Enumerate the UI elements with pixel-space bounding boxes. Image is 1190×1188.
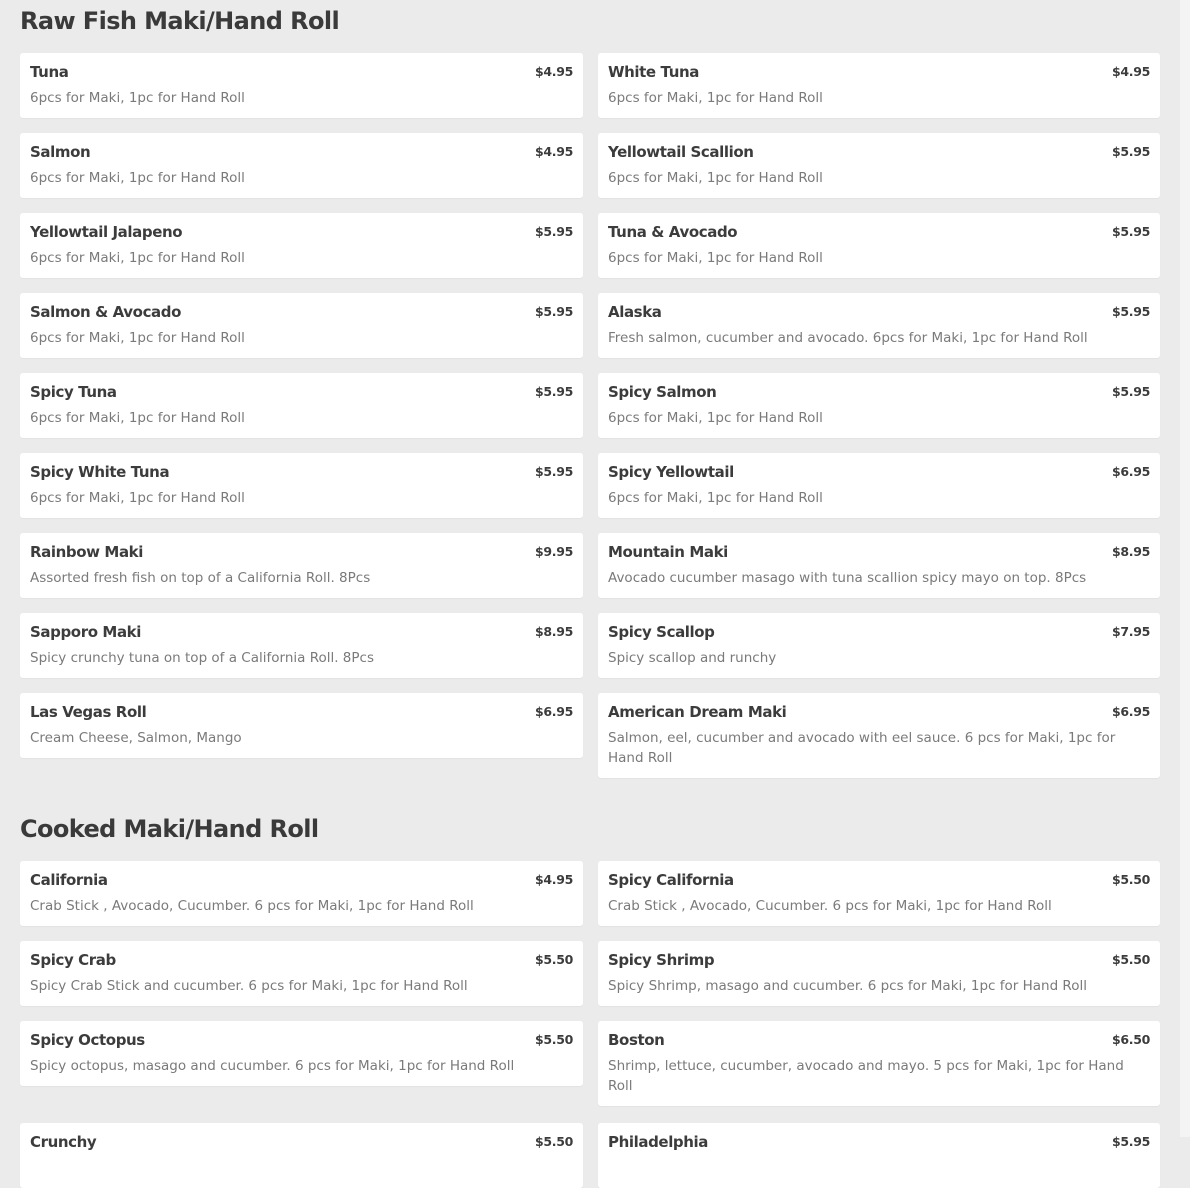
menu-item-card[interactable] [20,613,583,678]
menu-item-card[interactable] [20,213,583,278]
menu-item-name: Spicy Crab [30,951,116,969]
menu-item-card[interactable] [598,613,1160,678]
menu-item-price: $6.95 [1111,464,1150,479]
menu-item-card[interactable] [598,373,1160,438]
menu-item-description: 6pcs for Maki, 1pc for Hand Roll [608,410,823,426]
menu-item-card[interactable] [598,1123,1160,1188]
scrollbar-track[interactable] [1180,0,1190,1137]
menu-item-description: Spicy Shrimp, masago and cucumber. 6 pcs for Maki, 1pc for Hand Roll [608,978,1087,994]
menu-item-card[interactable] [598,941,1160,1006]
menu-item-price: $4.95 [534,144,573,159]
menu-item-card[interactable] [598,533,1160,598]
menu-item-price: $8.95 [1111,544,1150,559]
menu-item-price: $7.95 [1111,624,1150,639]
menu-item-card[interactable] [20,453,583,518]
menu-item-name: Spicy White Tuna [30,463,170,481]
menu-item-card[interactable] [20,941,583,1006]
menu-item-card[interactable] [20,133,583,198]
menu-item-name: Spicy Scallop [608,623,715,641]
menu-item-description: Assorted fresh fish on top of a California Roll. 8Pcs [30,570,371,586]
menu-item-price: $5.95 [534,224,573,239]
menu-item-card[interactable] [20,1123,583,1188]
menu-item-name: Rainbow Maki [30,543,143,561]
menu-item-card[interactable] [20,53,583,118]
menu-item-price: $5.95 [1111,224,1150,239]
menu-item-card[interactable] [598,293,1160,358]
menu-item-card[interactable] [20,293,583,358]
menu-item-name: Salmon & Avocado [30,303,182,321]
menu-item-price: $5.95 [1111,1134,1150,1149]
section-raw-fish [20,4,1160,783]
menu-grid [20,861,1160,1161]
menu-item-name: Crunchy [30,1133,97,1151]
menu-item-card[interactable] [20,533,583,598]
menu-item-name: Salmon [30,143,91,161]
menu-item-price: $5.50 [1111,952,1150,967]
menu-item-description: 6pcs for Maki, 1pc for Hand Roll [608,250,823,266]
menu-item-description: 6pcs for Maki, 1pc for Hand Roll [30,250,245,266]
menu-item-description: 6pcs for Maki, 1pc for Hand Roll [608,490,823,506]
menu-item-name: Boston [608,1031,665,1049]
menu-item-name: Mountain Maki [608,543,728,561]
menu-item-card[interactable] [598,453,1160,518]
menu-item-price: $4.95 [534,872,573,887]
menu-item-description: 6pcs for Maki, 1pc for Hand Roll [30,90,245,106]
menu-item-price: $5.95 [534,384,573,399]
menu-item-price: $5.95 [534,304,573,319]
menu-item-name: Yellowtail Scallion [608,143,754,161]
menu-item-price: $5.50 [534,1032,573,1047]
menu-item-description: Cream Cheese, Salmon, Mango [30,730,242,746]
section-title: Raw Fish Maki/Hand Roll [20,7,340,35]
menu-item-description: Crab Stick , Avocado, Cucumber. 6 pcs for Maki, 1pc for Hand Roll [608,898,1052,914]
menu-item-name: Spicy California [608,871,734,889]
menu-item-description: Spicy Crab Stick and cucumber. 6 pcs for Maki, 1pc for Hand Roll [30,978,468,994]
menu-item-description: Shrimp, lettuce, cucumber, avocado and mayo. 5 pcs for Maki, 1pc for Hand Roll [608,1058,1124,1094]
menu-item-card[interactable] [20,373,583,438]
menu-item-name: California [30,871,108,889]
menu-item-card[interactable] [598,53,1160,118]
menu-item-name: Philadelphia [608,1133,709,1151]
menu-item-price: $4.95 [534,64,573,79]
menu-item-name: Tuna [30,63,69,81]
section-title: Cooked Maki/Hand Roll [20,815,319,843]
menu-item-description: Spicy scallop and runchy [608,650,777,666]
menu-item-name: American Dream Maki [608,703,787,721]
menu-item-description: Avocado cucumber masago with tuna scallion spicy mayo on top. 8Pcs [608,570,1087,586]
menu-item-card[interactable] [20,861,583,926]
menu-item-price: $4.95 [1111,64,1150,79]
menu-item-price: $6.50 [1111,1032,1150,1047]
menu-item-card[interactable] [598,693,1160,778]
menu-item-description: 6pcs for Maki, 1pc for Hand Roll [30,490,245,506]
menu-item-name: Tuna & Avocado [608,223,738,241]
menu-item-description: 6pcs for Maki, 1pc for Hand Roll [30,330,245,346]
menu-item-price: $9.95 [534,544,573,559]
menu-item-price: $8.95 [534,624,573,639]
menu-item-description: 6pcs for Maki, 1pc for Hand Roll [608,90,823,106]
menu-item-name: Spicy Octopus [30,1031,145,1049]
menu-item-price: $5.50 [534,1134,573,1149]
menu-item-name: Yellowtail Jalapeno [30,223,183,241]
menu-item-card[interactable] [598,861,1160,926]
menu-item-description: Spicy crunchy tuna on top of a California Roll. 8Pcs [30,650,374,666]
menu-item-price: $5.95 [534,464,573,479]
menu-item-price: $5.50 [534,952,573,967]
menu-item-price: $5.50 [1111,872,1150,887]
menu-item-price: $5.95 [1111,384,1150,399]
menu-item-name: Spicy Tuna [30,383,117,401]
menu-item-price: $5.95 [1111,144,1150,159]
menu-item-name: Las Vegas Roll [30,703,147,721]
menu-item-name: Spicy Shrimp [608,951,715,969]
menu-item-card[interactable] [598,213,1160,278]
menu-item-price: $6.95 [1111,704,1150,719]
menu-item-description: Fresh salmon, cucumber and avocado. 6pcs for Maki, 1pc for Hand Roll [608,330,1088,346]
menu-item-card[interactable] [598,1021,1160,1106]
menu-item-name: White Tuna [608,63,699,81]
menu-item-name: Spicy Yellowtail [608,463,734,481]
menu-item-description: Salmon, eel, cucumber and avocado with eel sauce. 6 pcs for Maki, 1pc for Hand Roll [608,730,1116,766]
menu-item-name: Spicy Salmon [608,383,717,401]
menu-item-name: Sapporo Maki [30,623,141,641]
menu-grid [20,53,1160,783]
menu-item-description: 6pcs for Maki, 1pc for Hand Roll [30,410,245,426]
menu-item-name: Alaska [608,303,662,321]
menu-item-card[interactable] [20,1021,583,1086]
menu-item-card[interactable] [20,693,583,758]
section-cooked [20,812,1160,1161]
menu-item-description: 6pcs for Maki, 1pc for Hand Roll [608,170,823,186]
menu-item-price: $5.95 [1111,304,1150,319]
menu-item-price: $6.95 [534,704,573,719]
menu-item-description: Crab Stick , Avocado, Cucumber. 6 pcs for Maki, 1pc for Hand Roll [30,898,474,914]
menu-item-card[interactable] [598,133,1160,198]
menu-item-description: Spicy octopus, masago and cucumber. 6 pcs for Maki, 1pc for Hand Roll [30,1058,515,1074]
menu-item-description: 6pcs for Maki, 1pc for Hand Roll [30,170,245,186]
